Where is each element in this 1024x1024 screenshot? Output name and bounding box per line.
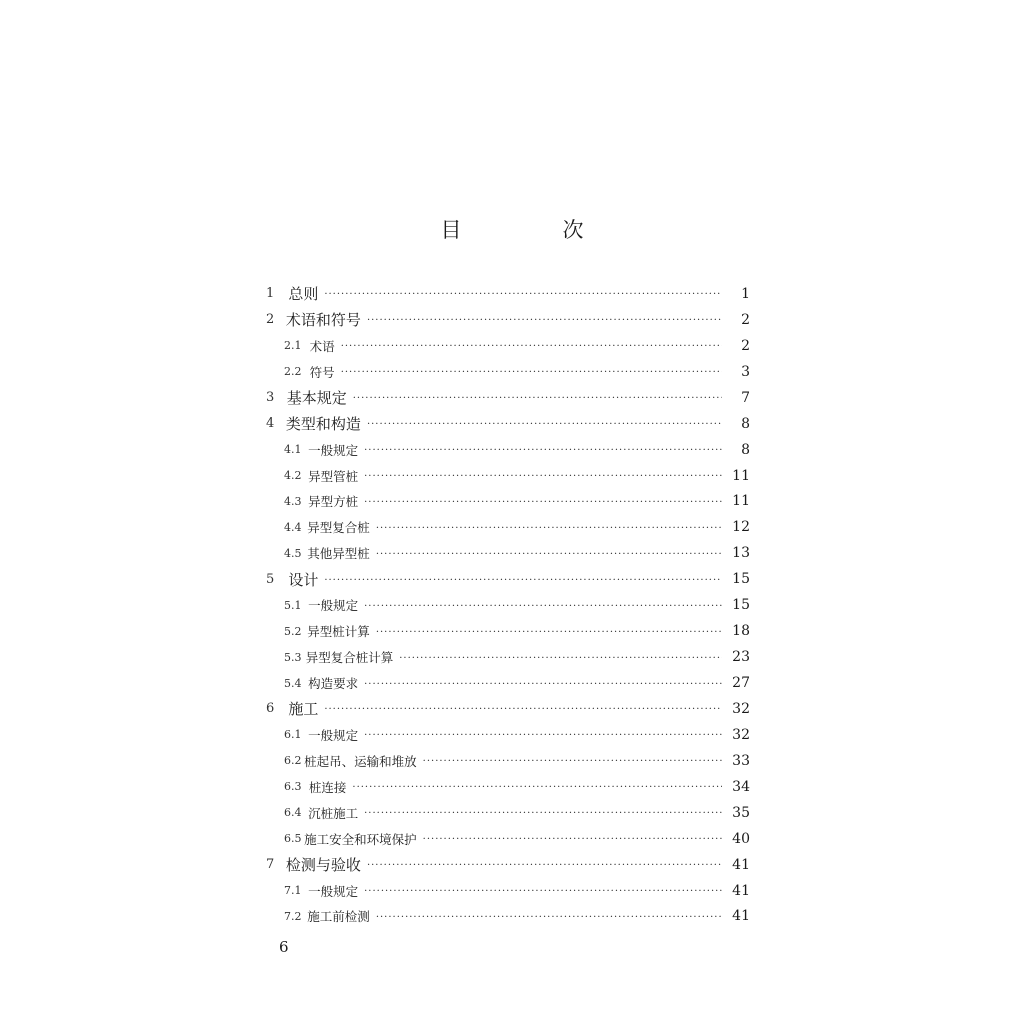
toc-entry-page: 35 xyxy=(732,804,750,821)
dot-leader xyxy=(364,601,722,612)
toc-entry[interactable] xyxy=(262,748,758,774)
page-number: 6 xyxy=(279,938,289,956)
toc-entry[interactable] xyxy=(262,904,758,930)
toc-entry-page: 8 xyxy=(741,415,750,432)
toc-entry-page: 41 xyxy=(732,882,750,899)
dot-leader xyxy=(367,860,722,871)
toc-entry-number: 4 xyxy=(266,416,275,432)
dot-leader xyxy=(364,445,722,456)
toc-entry[interactable] xyxy=(262,618,758,644)
toc-entry-number: 4.3 xyxy=(284,494,302,508)
toc-entry-page: 33 xyxy=(732,752,750,769)
toc-entry[interactable] xyxy=(262,722,758,748)
toc-entry-number: 6.1 xyxy=(284,728,302,742)
dot-leader xyxy=(364,730,722,741)
toc-entry[interactable] xyxy=(262,437,758,463)
toc-entry[interactable] xyxy=(262,670,758,696)
dot-leader xyxy=(364,808,722,819)
toc-entry-label: 其他异型桩 xyxy=(307,546,370,562)
table-of-contents xyxy=(262,281,758,929)
toc-entry-number: 6.4 xyxy=(284,806,302,820)
toc-entry-number: 5.3 xyxy=(284,650,302,664)
toc-entry-page: 23 xyxy=(732,649,750,666)
dot-leader xyxy=(324,575,722,586)
toc-entry[interactable] xyxy=(262,826,758,852)
toc-entry-page: 3 xyxy=(741,363,750,380)
toc-entry-number: 7.1 xyxy=(284,884,302,898)
toc-entry-label: 一般规定 xyxy=(308,883,359,899)
toc-entry-label: 一般规定 xyxy=(308,727,359,743)
toc-entry-page: 41 xyxy=(732,856,750,873)
dot-leader xyxy=(367,419,722,430)
toc-entry[interactable] xyxy=(262,592,758,618)
toc-entry-number: 4.1 xyxy=(284,443,302,457)
toc-entry-page: 15 xyxy=(732,571,750,588)
toc-entry-page: 15 xyxy=(732,597,750,614)
toc-entry[interactable] xyxy=(262,489,758,515)
dot-leader xyxy=(364,679,722,690)
toc-entry-label: 施工安全和环境保护 xyxy=(304,831,417,847)
toc-entry-number: 5.4 xyxy=(284,676,302,690)
toc-entry-label: 桩起吊、运输和堆放 xyxy=(304,753,417,769)
toc-entry-label: 类型和构造 xyxy=(285,415,361,434)
dot-leader xyxy=(324,289,722,300)
toc-entry[interactable] xyxy=(262,411,758,437)
toc-entry-number: 2.1 xyxy=(284,339,302,353)
toc-entry-number: 1 xyxy=(266,286,275,302)
toc-entry[interactable] xyxy=(262,852,758,878)
toc-entry-page: 32 xyxy=(732,700,750,717)
toc-entry-page: 12 xyxy=(732,519,750,536)
toc-entry-label: 异型复合桩 xyxy=(307,520,370,536)
toc-entry-page: 27 xyxy=(732,675,750,692)
toc-entry-number: 5 xyxy=(266,571,275,587)
toc-entry[interactable] xyxy=(262,800,758,826)
toc-entry-number: 4.5 xyxy=(284,546,302,560)
toc-entry-number: 6 xyxy=(266,701,275,717)
toc-entry-page: 34 xyxy=(732,778,750,795)
toc-entry-label: 桩连接 xyxy=(308,779,347,795)
toc-entry-number: 6.5 xyxy=(284,832,302,846)
toc-entry-number: 6.2 xyxy=(284,754,302,768)
toc-entry[interactable] xyxy=(262,566,758,592)
dot-leader xyxy=(364,497,722,508)
toc-entry[interactable] xyxy=(262,359,758,385)
toc-entry[interactable] xyxy=(262,540,758,566)
toc-entry-page: 18 xyxy=(732,623,750,640)
toc-entry[interactable] xyxy=(262,307,758,333)
dot-leader xyxy=(352,782,722,793)
toc-entry-number: 7 xyxy=(266,857,275,873)
dot-leader xyxy=(364,471,722,482)
toc-entry[interactable] xyxy=(262,878,758,904)
toc-entry-label: 检测与验收 xyxy=(285,856,361,875)
dot-leader xyxy=(353,393,722,404)
toc-entry-page: 40 xyxy=(732,830,750,847)
toc-entry-page: 13 xyxy=(732,545,750,562)
toc-entry-label: 构造要求 xyxy=(308,676,359,692)
toc-entry-page: 2 xyxy=(741,311,750,328)
toc-entry[interactable] xyxy=(262,281,758,307)
toc-entry-label: 异型复合桩计算 xyxy=(305,650,394,666)
toc-entry-label: 施工 xyxy=(288,700,319,719)
dot-leader xyxy=(399,653,722,664)
dot-leader xyxy=(367,315,722,326)
toc-entry-number: 4.2 xyxy=(284,469,302,483)
dot-leader xyxy=(376,523,722,534)
page-title: 目 次 xyxy=(440,218,624,242)
dot-leader xyxy=(376,627,722,638)
toc-entry-page: 2 xyxy=(741,337,750,354)
toc-entry-label: 总则 xyxy=(288,285,319,304)
toc-entry-number: 7.2 xyxy=(284,909,302,923)
toc-entry-page: 41 xyxy=(732,908,750,925)
toc-entry-label: 异型管桩 xyxy=(308,468,359,484)
toc-entry-label: 异型方桩 xyxy=(308,494,359,510)
dot-leader xyxy=(341,367,722,378)
toc-entry-number: 4.4 xyxy=(284,520,302,534)
toc-entry-number: 6.3 xyxy=(284,780,302,794)
toc-entry-page: 11 xyxy=(732,467,750,484)
toc-entry[interactable] xyxy=(262,333,758,359)
toc-entry-number: 3 xyxy=(266,390,275,406)
toc-entry-label: 术语和符号 xyxy=(285,311,361,330)
dot-leader xyxy=(423,834,722,845)
toc-entry-number: 5.1 xyxy=(284,598,302,612)
toc-entry[interactable] xyxy=(262,514,758,540)
toc-entry[interactable] xyxy=(262,644,758,670)
toc-entry-label: 设计 xyxy=(288,570,319,589)
toc-entry-label: 沉桩施工 xyxy=(308,805,359,821)
toc-entry[interactable] xyxy=(262,463,758,489)
toc-entry-page: 32 xyxy=(732,726,750,743)
dot-leader xyxy=(341,341,722,352)
toc-entry[interactable] xyxy=(262,385,758,411)
dot-leader xyxy=(364,886,722,897)
toc-entry-label: 符号 xyxy=(309,364,335,380)
dot-leader xyxy=(324,704,722,715)
dot-leader xyxy=(423,756,722,767)
dot-leader xyxy=(376,549,722,560)
toc-entry-label: 术语 xyxy=(309,338,335,354)
toc-entry-label: 一般规定 xyxy=(308,598,359,614)
toc-entry-label: 施工前检测 xyxy=(307,909,370,925)
toc-entry-label: 基本规定 xyxy=(286,389,347,408)
toc-entry-page: 7 xyxy=(741,389,750,406)
toc-entry-page: 1 xyxy=(741,285,750,302)
toc-entry-page: 11 xyxy=(732,493,750,510)
dot-leader xyxy=(376,912,722,923)
toc-entry[interactable] xyxy=(262,774,758,800)
toc-entry[interactable] xyxy=(262,696,758,722)
toc-entry-page: 8 xyxy=(741,441,750,458)
toc-entry-number: 5.2 xyxy=(284,624,302,638)
toc-entry-number: 2.2 xyxy=(284,365,302,379)
toc-entry-label: 异型桩计算 xyxy=(307,624,370,640)
toc-entry-label: 一般规定 xyxy=(308,442,359,458)
toc-entry-number: 2 xyxy=(266,312,275,328)
